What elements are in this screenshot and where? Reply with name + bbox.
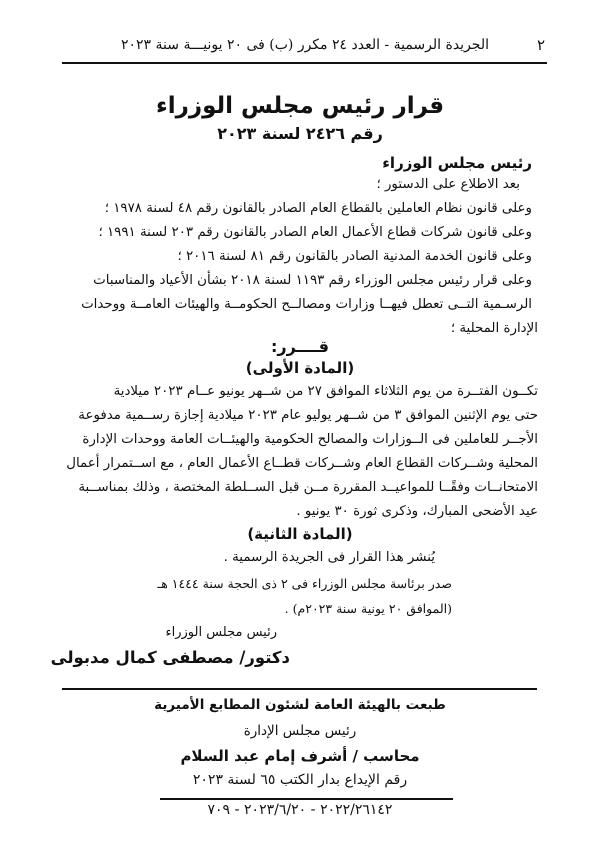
article-1-line: تكــون الفتــرة من يوم الثلاثاء الموافق ٢٧ من شــهر يونيو عــام ٢٠٢٣ ميلادية: [113, 384, 538, 399]
article-2-title: (المادة الثانية): [247, 525, 353, 543]
issued-date-line: (الموافق ٢٠ يونية سنة ٢٠٢٣م) .: [284, 601, 452, 616]
article-1-line: الامتحانــات وفقًــا للمواعيــد المقررة مــن قبل الســلطة المختصة ، وذلك بمناســبة: [78, 480, 538, 495]
page-number: ٢: [536, 36, 545, 54]
preamble-line: وعلى قانون نظام العاملين بالقطاع العام الصادر بالقانون رقم ٤٨ لسنة ١٩٧٨ ؛: [104, 201, 532, 216]
running-title: الجريدة الرسمية - العدد ٢٤ مكرر (ب) فى ٢٠ يونيـــة سنة ٢٠٢٣: [121, 37, 489, 53]
preamble-line: وعلى قرار رئيس مجلس الوزراء رقم ١١٩٣ لسنة ٢٠١٨ بشأن الأعياد والمناسبات: [93, 273, 532, 288]
article-1-line: المحلية وشــركات القطاع العام وشــركات قطــاع الأعمال العام ، مع اســتمرار أعمال: [66, 456, 538, 471]
decided-heading: قــــرر:: [271, 337, 329, 356]
printed-by: طبعت بالهيئة العامة لشئون المطابع الأميرية: [154, 697, 446, 713]
article-2-text: يُنشر هذا القرار فى الجريدة الرسمية .: [223, 550, 435, 565]
preamble-line: الرسـمية التــى تعطل فيهــا وزارات ومصالــح الحكومــة والهيئات العامــة ووحدات: [81, 297, 532, 312]
preamble-line: وعلى قانون شركات قطاع الأعمال العام الصادر بالقانون رقم ٢٠٣ لسنة ١٩٩١ ؛: [98, 225, 532, 240]
chairman-name: محاسب / أشرف إمام عبد السلام: [180, 747, 420, 765]
print-code: ٢٠٢٢/٢٦١٤٢ - ٢٠٢٣/٦/٢٠ - ٧٠٩: [207, 802, 393, 818]
preamble-line: الإدارة المحلية ؛: [450, 321, 538, 336]
article-1-line: الأجــر للعاملين فى الــوزارات والمصالح الحكومية والهيئــات العامة ووحدات الإدارة: [82, 432, 538, 447]
preamble-line: وعلى قانون الخدمة المدنية الصادر بالقانون رقم ٨١ لسنة ٢٠١٦ ؛: [177, 249, 532, 264]
signatory-title: رئيس مجلس الوزراء: [165, 625, 277, 640]
header-rule: [62, 62, 547, 64]
board-title: رئيس مجلس الإدارة: [243, 723, 357, 739]
decree-number: رقم ٢٤٢٦ لسنة ٢٠٢٣: [217, 124, 383, 143]
decree-title: قرار رئيس مجلس الوزراء: [155, 93, 445, 119]
running-header: [60, 36, 545, 58]
footer-rule: [62, 688, 537, 690]
preamble-line: بعد الاطلاع على الدستور ؛: [376, 177, 520, 192]
issued-line: صدر برئاسة مجلس الوزراء فى ٢ ذى الحجة سنة ١٤٤٤ هـ: [157, 576, 452, 591]
article-1-line: حتى يوم الإثنين الموافق ٣ من شــهر يوليو عام ٢٠٢٣ ميلادية إجازة رســمية مدفوعة: [78, 408, 538, 423]
deposit-rule: [160, 798, 453, 800]
article-1-title: (المادة الأولى): [245, 359, 355, 377]
signatory-name: دكتور/ مصطفى كمال مدبولى: [50, 648, 290, 667]
issuer-heading: رئيس مجلس الوزراء: [382, 154, 532, 172]
deposit-number: رقم الإيداع بدار الكتب ٦٥ لسنة ٢٠٢٣: [192, 772, 408, 788]
article-1-line: عيد الأضحى المبارك، وذكرى ثورة ٣٠ يونيو .: [296, 504, 538, 519]
